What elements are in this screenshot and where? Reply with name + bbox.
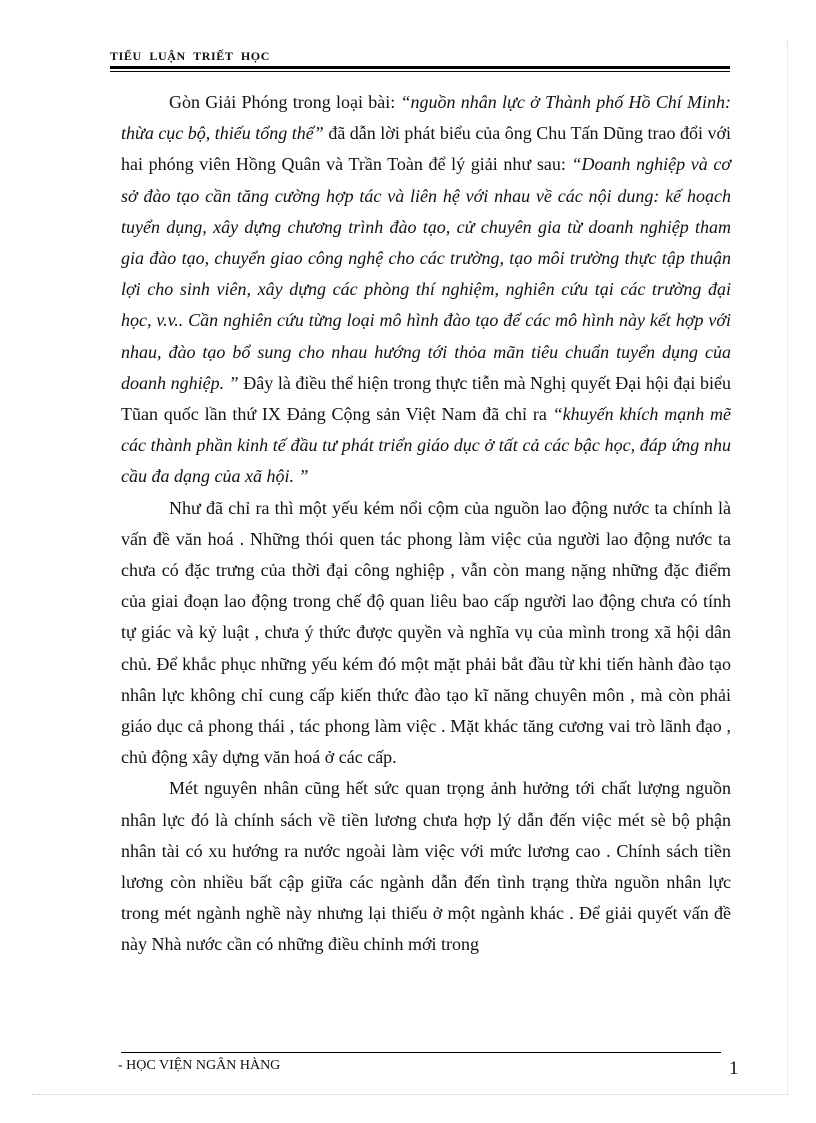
quote-run: “Doanh nghiệp và cơ sở đào tạo cần tăng cường hợp tác và liên hệ với nhau về các nội dung: kế hoạch tuyển dụng, xây dựng chương trình đào tạo, cử chuyên gia từ doanh nghiệp tham gia đào tạo, chuyển giao công nghệ cho các trường, tạo môi trường thực tập thuận lợi cho sinh viên, xây dựng các phòng thí nghiệm, nghiên cứu tại các trường đại học, v.v.. Cần nghiên cứu từng loại mô hình đào tạo để các mô hình này kết hợp với nhau, đào tạo bổ sung cho nhau hướng tới thỏa mãn tiêu chuẩn tuyển dụng của doanh nghiệp. ” xyxy=(121,154,731,393)
text-run: Như đã chỉ ra thì một yếu kém nổi cộm của nguồn lao động nước ta chính là vấn đề văn hoá . Những thói quen tác phong làm việc của người lao động nước ta chưa có đặc trưng của thời đại công nghiệp , vẫn còn mang nặng những đặc điểm của giai đoạn lao động trong chế độ quan liêu bao cấp người lao động chưa có tính tự giác và kỷ luật , chưa ý thức được quyền và nghĩa vụ của mình trong xã hội dân chủ. Để khắc phục những yếu kém đó một mặt phải bắt đầu từ khi tiến hành đào tạo nhân lực không chỉ cung cấp kiến thức đào tạo kĩ năng chuyên môn , mà còn phải giáo dục cả phong thái , tác phong làm việc . Mặt khác tăng cương vai trò lãnh đạo , chủ động xây dựng văn hoá ở các cấp. xyxy=(121,497,731,768)
text-run: Gòn Giải Phóng trong loại bài: xyxy=(169,92,401,112)
footer-institution: - HỌC VIỆN NGÂN HÀNG xyxy=(118,1058,281,1073)
quote-run: “khuyến khích mạnh mẽ các thành phần kinh tế đầu tư phát triển giáo dục ở tất cả các bậc học, đáp ứng nhu cầu đa dạng của xã hội. ” xyxy=(121,404,731,487)
page-boundary-right xyxy=(787,40,788,1094)
document-title: TIỂU LUẬN TRIẾT HỌC xyxy=(110,49,270,63)
text-run: Đây là điều thể hiện trong thực tiễn mà Nghị quyết Đại hội đại biểu Tũan quốc lần thứ IX Đảng Cộng sản Việt Nam đã chỉ ra xyxy=(121,372,731,425)
page-header xyxy=(110,49,730,72)
page-number: 1 xyxy=(729,1058,739,1079)
document-body xyxy=(121,87,731,961)
paragraph xyxy=(121,493,731,774)
footer-divider xyxy=(121,1052,721,1053)
paragraph xyxy=(121,87,731,493)
page-boundary-bottom xyxy=(32,1094,788,1095)
quote-run: “nguồn nhân lực ở Thành phố Hồ Chí Minh: thừa cục bộ, thiếu tổng thể” xyxy=(121,92,731,144)
text-run: đã dẫn lời phát biểu của ông Chu Tấn Dũng trao đổi với hai phóng viên Hồng Quân và Trần Toàn để lý giải như sau: xyxy=(121,123,731,175)
paragraph xyxy=(121,773,731,960)
header-divider xyxy=(110,66,730,72)
text-run: Mét nguyên nhân cũng hết sức quan trọng ảnh hưởng tới chất lượng nguồn nhân lực đó là chính sách về tiền lương chưa hợp lý dẫn đến việc mét sè bộ phận nhân tài có xu hướng ra nước ngoài làm việc với mức lương cao . Chính sách tiền lương còn nhiều bất cập giữa các ngành dẫn đến tình trạng thừa nguồn nhân lực trong mét ngành nghề này nhưng lại thiếu ở một ngành khác . Để giải quyết vấn đề này Nhà nước cần có những điều chỉnh mới trong xyxy=(121,778,731,955)
